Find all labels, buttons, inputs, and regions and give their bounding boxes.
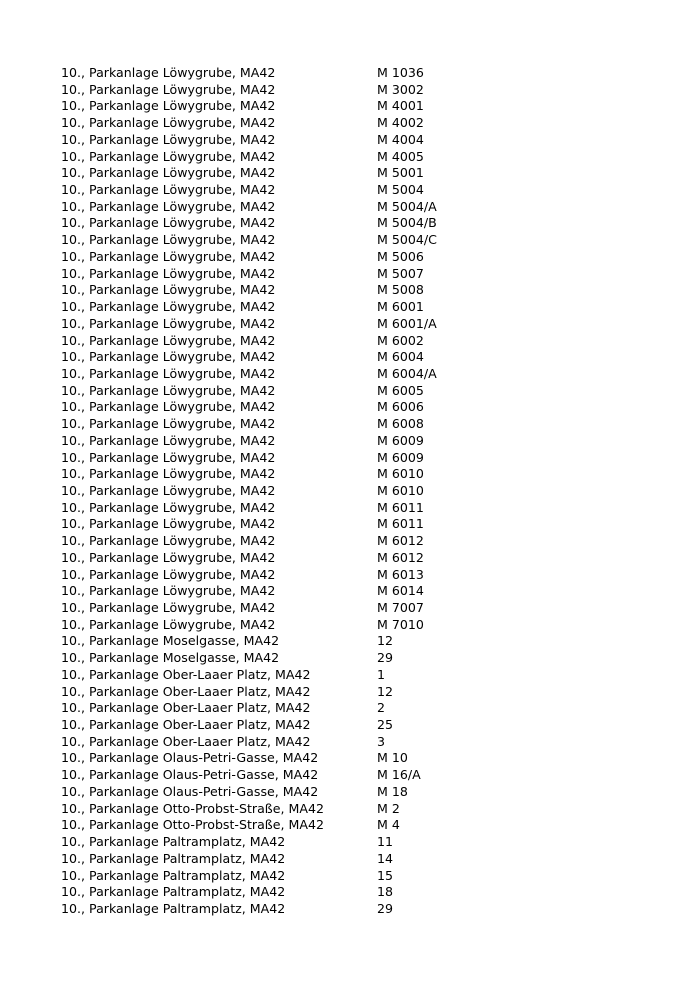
location-text: 10., Parkanlage Ober-Laaer Platz, MA42 — [61, 733, 311, 749]
number-text: 12 — [377, 683, 394, 699]
list-item — [61, 115, 621, 132]
number-text: 1 — [377, 666, 386, 682]
list-item — [61, 550, 621, 567]
location-text: 10., Parkanlage Löwygrube, MA42 — [61, 349, 276, 365]
location-text: 10., Parkanlage Löwygrube, MA42 — [61, 165, 276, 181]
list-item — [61, 366, 621, 383]
list-item — [61, 466, 621, 483]
location-text: 10., Parkanlage Ober-Laaer Platz, MA42 — [61, 700, 311, 716]
location-list — [61, 65, 621, 918]
location-text: 10., Parkanlage Löwygrube, MA42 — [61, 365, 276, 381]
list-item — [61, 98, 621, 115]
list-item — [61, 199, 621, 216]
number-text: M 5001 — [377, 165, 424, 181]
list-item — [61, 700, 621, 717]
list-item — [61, 567, 621, 584]
list-item — [61, 650, 621, 667]
number-text: M 4002 — [377, 115, 424, 131]
list-item — [61, 817, 621, 834]
list-item — [61, 533, 621, 550]
number-text: M 5007 — [377, 265, 424, 281]
list-item — [61, 868, 621, 885]
list-item — [61, 215, 621, 232]
number-text: M 6002 — [377, 332, 424, 348]
number-text: 11 — [377, 834, 394, 850]
number-text: M 5004/B — [377, 215, 437, 231]
number-text: M 4004 — [377, 131, 424, 147]
list-item — [61, 383, 621, 400]
location-text: 10., Parkanlage Löwygrube, MA42 — [61, 148, 276, 164]
location-text: 10., Parkanlage Löwygrube, MA42 — [61, 98, 276, 114]
location-text: 10., Parkanlage Löwygrube, MA42 — [61, 449, 276, 465]
number-text: M 3002 — [377, 81, 424, 97]
number-text: 25 — [377, 717, 394, 733]
list-item — [61, 684, 621, 701]
list-item — [61, 316, 621, 333]
number-text: M 16/A — [377, 767, 421, 783]
number-text: M 6005 — [377, 382, 424, 398]
list-item — [61, 834, 621, 851]
list-item — [61, 667, 621, 684]
location-text: 10., Parkanlage Löwygrube, MA42 — [61, 282, 276, 298]
number-text: M 6014 — [377, 583, 424, 599]
location-text: 10., Parkanlage Löwygrube, MA42 — [61, 516, 276, 532]
number-text: M 6009 — [377, 449, 424, 465]
number-text: 18 — [377, 884, 394, 900]
list-item — [61, 784, 621, 801]
number-text: M 6010 — [377, 482, 424, 498]
location-text: 10., Parkanlage Löwygrube, MA42 — [61, 182, 276, 198]
location-text: 10., Parkanlage Ober-Laaer Platz, MA42 — [61, 683, 311, 699]
location-text: 10., Parkanlage Löwygrube, MA42 — [61, 616, 276, 632]
number-text: M 6011 — [377, 499, 424, 515]
list-item — [61, 583, 621, 600]
list-item — [61, 516, 621, 533]
number-text: M 7010 — [377, 616, 424, 632]
number-text: M 4001 — [377, 98, 424, 114]
location-text: 10., Parkanlage Olaus-Petri-Gasse, MA42 — [61, 767, 319, 783]
list-item — [61, 282, 621, 299]
list-item — [61, 333, 621, 350]
number-text: M 5004/A — [377, 198, 437, 214]
number-text: 12 — [377, 633, 394, 649]
location-text: 10., Parkanlage Löwygrube, MA42 — [61, 583, 276, 599]
list-item — [61, 65, 621, 82]
list-item — [61, 600, 621, 617]
list-item — [61, 884, 621, 901]
location-text: 10., Parkanlage Löwygrube, MA42 — [61, 332, 276, 348]
location-text: 10., Parkanlage Löwygrube, MA42 — [61, 499, 276, 515]
list-item — [61, 483, 621, 500]
list-item — [61, 734, 621, 751]
location-text: 10., Parkanlage Otto-Probst-Straße, MA42 — [61, 817, 324, 833]
location-text: 10., Parkanlage Moselgasse, MA42 — [61, 633, 280, 649]
number-text: 3 — [377, 733, 386, 749]
location-text: 10., Parkanlage Löwygrube, MA42 — [61, 566, 276, 582]
location-text: 10., Parkanlage Ober-Laaer Platz, MA42 — [61, 666, 311, 682]
location-text: 10., Parkanlage Löwygrube, MA42 — [61, 482, 276, 498]
number-text: M 10 — [377, 750, 408, 766]
list-item — [61, 132, 621, 149]
location-text: 10., Parkanlage Olaus-Petri-Gasse, MA42 — [61, 783, 319, 799]
location-text: 10., Parkanlage Löwygrube, MA42 — [61, 399, 276, 415]
list-item — [61, 232, 621, 249]
number-text: M 6009 — [377, 432, 424, 448]
list-item — [61, 399, 621, 416]
number-text: M 1036 — [377, 65, 424, 80]
number-text: M 5004/C — [377, 232, 437, 248]
list-item — [61, 416, 621, 433]
location-text: 10., Parkanlage Paltramplatz, MA42 — [61, 900, 286, 916]
location-text: 10., Parkanlage Löwygrube, MA42 — [61, 382, 276, 398]
list-item — [61, 801, 621, 818]
location-text: 10., Parkanlage Olaus-Petri-Gasse, MA42 — [61, 750, 319, 766]
list-item — [61, 750, 621, 767]
location-text: 10., Parkanlage Otto-Probst-Straße, MA42 — [61, 800, 324, 816]
list-item — [61, 182, 621, 199]
number-text: M 6008 — [377, 416, 424, 432]
location-text: 10., Parkanlage Paltramplatz, MA42 — [61, 850, 286, 866]
list-item — [61, 299, 621, 316]
location-text: 10., Parkanlage Löwygrube, MA42 — [61, 299, 276, 315]
location-text: 10., Parkanlage Löwygrube, MA42 — [61, 198, 276, 214]
list-item — [61, 901, 621, 918]
location-text: 10., Parkanlage Löwygrube, MA42 — [61, 248, 276, 264]
number-text: 14 — [377, 850, 394, 866]
location-text: 10., Parkanlage Paltramplatz, MA42 — [61, 884, 286, 900]
number-text: M 18 — [377, 783, 408, 799]
number-text: M 2 — [377, 800, 400, 816]
location-text: 10., Parkanlage Löwygrube, MA42 — [61, 115, 276, 131]
number-text: M 6004 — [377, 349, 424, 365]
location-text: 10., Parkanlage Löwygrube, MA42 — [61, 215, 276, 231]
location-text: 10., Parkanlage Löwygrube, MA42 — [61, 549, 276, 565]
number-text: M 5008 — [377, 282, 424, 298]
number-text: M 5006 — [377, 248, 424, 264]
number-text: 29 — [377, 650, 394, 666]
location-text: 10., Parkanlage Löwygrube, MA42 — [61, 600, 276, 615]
list-item — [61, 617, 621, 634]
location-text: 10., Parkanlage Löwygrube, MA42 — [61, 533, 276, 549]
location-text: 10., Parkanlage Ober-Laaer Platz, MA42 — [61, 717, 311, 733]
location-text: 10., Parkanlage Löwygrube, MA42 — [61, 81, 276, 97]
list-item — [61, 149, 621, 166]
number-text: M 6004/A — [377, 365, 437, 381]
number-text: M 6001 — [377, 299, 424, 315]
location-text: 10., Parkanlage Löwygrube, MA42 — [61, 315, 276, 331]
number-text: M 4005 — [377, 148, 424, 164]
number-text: 2 — [377, 700, 386, 716]
number-text: M 6001/A — [377, 315, 437, 331]
number-text: M 6006 — [377, 399, 424, 415]
list-item — [61, 165, 621, 182]
number-text: M 7007 — [377, 600, 424, 615]
number-text: 15 — [377, 867, 394, 883]
list-item — [61, 717, 621, 734]
number-text: M 5004 — [377, 182, 424, 198]
list-item — [61, 767, 621, 784]
list-item — [61, 82, 621, 99]
list-item — [61, 450, 621, 467]
list-item — [61, 851, 621, 868]
location-text: 10., Parkanlage Paltramplatz, MA42 — [61, 834, 286, 850]
location-text: 10., Parkanlage Löwygrube, MA42 — [61, 65, 276, 80]
list-item — [61, 500, 621, 517]
location-text: 10., Parkanlage Paltramplatz, MA42 — [61, 867, 286, 883]
location-text: 10., Parkanlage Löwygrube, MA42 — [61, 131, 276, 147]
list-item — [61, 249, 621, 266]
location-text: 10., Parkanlage Löwygrube, MA42 — [61, 232, 276, 248]
number-text: M 6012 — [377, 549, 424, 565]
list-item — [61, 633, 621, 650]
location-text: 10., Parkanlage Löwygrube, MA42 — [61, 265, 276, 281]
number-text: M 6011 — [377, 516, 424, 532]
list-item — [61, 349, 621, 366]
number-text: M 4 — [377, 817, 400, 833]
location-text: 10., Parkanlage Löwygrube, MA42 — [61, 416, 276, 432]
location-text: 10., Parkanlage Löwygrube, MA42 — [61, 432, 276, 448]
list-item — [61, 266, 621, 283]
number-text: M 6010 — [377, 466, 424, 482]
location-text: 10., Parkanlage Moselgasse, MA42 — [61, 650, 280, 666]
number-text: 29 — [377, 900, 394, 916]
number-text: M 6013 — [377, 566, 424, 582]
list-item — [61, 433, 621, 450]
number-text: M 6012 — [377, 533, 424, 549]
location-text: 10., Parkanlage Löwygrube, MA42 — [61, 466, 276, 482]
